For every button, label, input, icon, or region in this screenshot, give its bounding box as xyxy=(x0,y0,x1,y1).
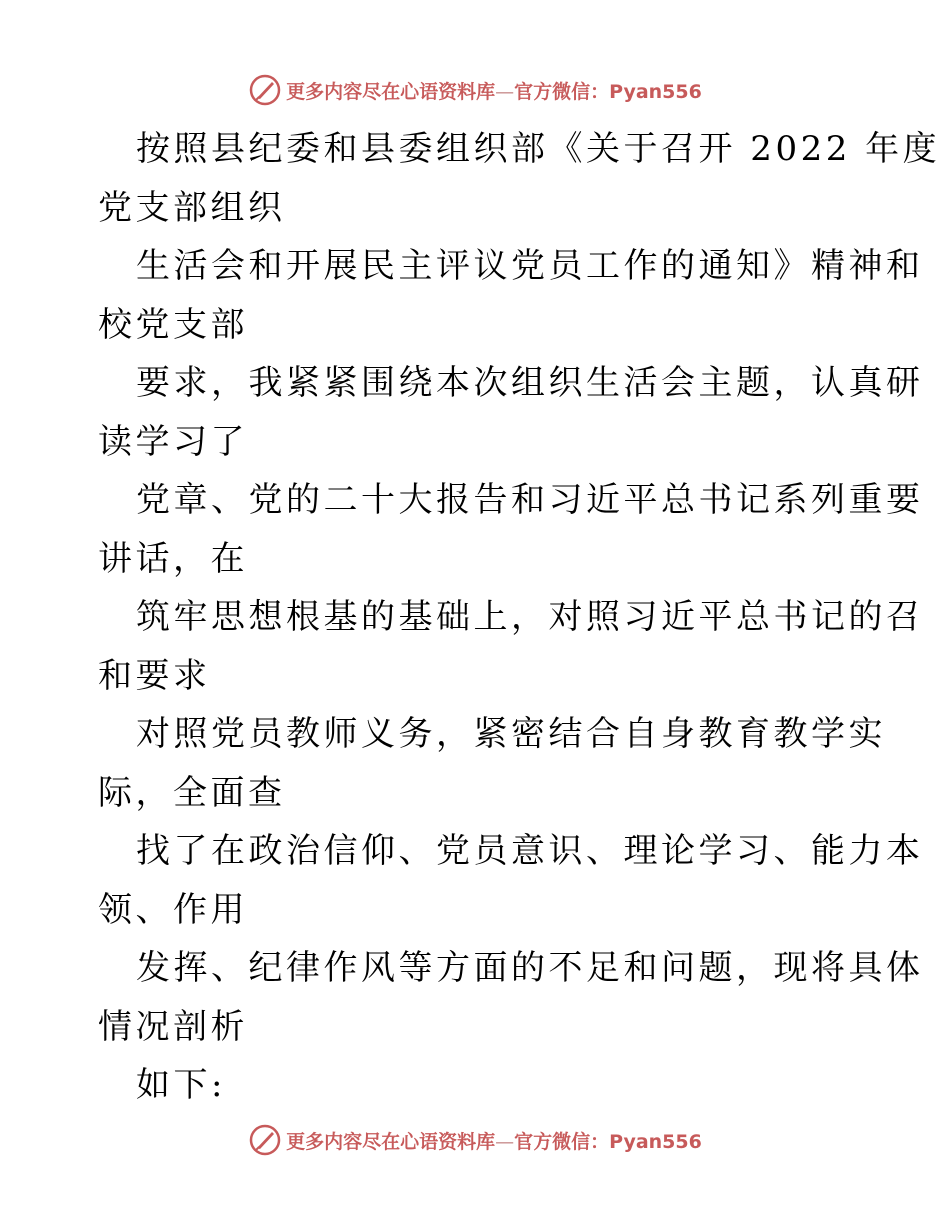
paragraph-line: 党章、党的二十大报告和习近平总书记系列重要 xyxy=(136,480,924,520)
footer-watermark xyxy=(0,1120,950,1160)
paragraph-line: 读学习了 xyxy=(98,421,248,462)
watermark-sep: — xyxy=(495,80,515,103)
paragraph-line: 筑牢思想根基的基础上，对照习近平总书记的召 xyxy=(136,597,924,637)
paragraph-line: 校党支部 xyxy=(98,304,248,345)
paragraph-line: 生活会和开展民主评议党员工作的通知》精神和 xyxy=(136,246,924,286)
watermark-text xyxy=(286,1127,702,1154)
paragraph-line: 领、作用 xyxy=(98,889,248,930)
paragraph-line: 际，全面查 xyxy=(98,772,286,813)
paragraph-line: 和要求 xyxy=(98,655,211,696)
paragraph-line: 情况剖析 xyxy=(98,1006,248,1047)
paragraph-line: 对照党员教师义务，紧密结合自身教育教学实 xyxy=(136,714,886,754)
feather-pen-logo-icon xyxy=(248,1123,282,1157)
watermark-main: 更多内容尽在心语资料库 xyxy=(286,80,496,103)
watermark-main: 更多内容尽在心语资料库 xyxy=(286,1130,496,1153)
paragraph-line: 按照县纪委和县委组织部《关于召开 2022 年度 xyxy=(136,129,941,169)
feather-pen-logo-icon xyxy=(248,73,282,107)
header-watermark xyxy=(0,70,950,110)
document-body xyxy=(98,120,941,1115)
paragraph-line: 如下: xyxy=(136,1065,226,1105)
paragraph-line: 党支部组织 xyxy=(98,187,286,228)
watermark-wechat-id: Pyan556 xyxy=(609,80,702,103)
watermark-wechat-label: 官方微信： xyxy=(514,1130,610,1153)
watermark-wechat-label: 官方微信： xyxy=(514,80,610,103)
paragraph-line: 讲话，在 xyxy=(98,538,248,579)
watermark-sep: — xyxy=(495,1130,515,1153)
paragraph-line: 找了在政治信仰、党员意识、理论学习、能力本 xyxy=(136,831,924,871)
watermark-text xyxy=(286,77,702,104)
watermark-wechat-id: Pyan556 xyxy=(609,1130,702,1153)
paragraph-line: 发挥、纪律作风等方面的不足和问题，现将具体 xyxy=(136,948,924,988)
paragraph-line: 要求，我紧紧围绕本次组织生活会主题，认真研 xyxy=(136,363,924,403)
